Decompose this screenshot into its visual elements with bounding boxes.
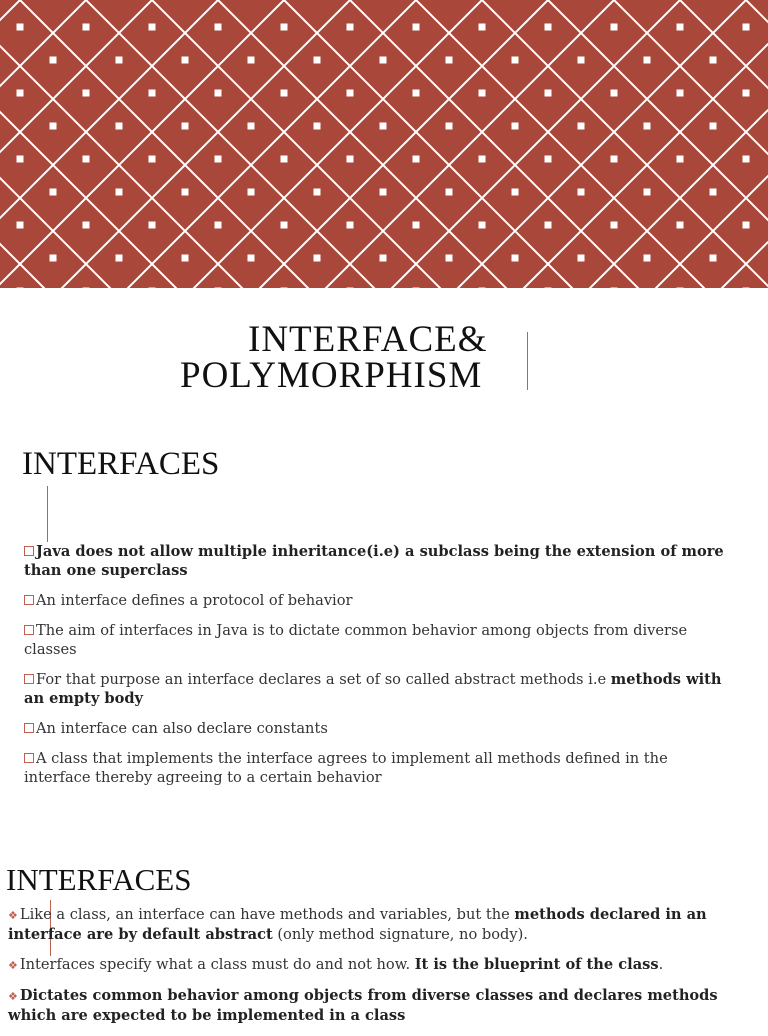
pattern-dot xyxy=(545,24,552,31)
pattern-dot xyxy=(578,189,585,196)
pattern-dot xyxy=(380,189,387,196)
pattern-dot xyxy=(347,90,354,97)
bullet-item xyxy=(0,905,768,944)
pattern-line xyxy=(512,0,768,288)
slide-title xyxy=(0,318,768,408)
pattern-dot xyxy=(116,189,123,196)
pattern-dot xyxy=(512,255,519,262)
bullet-text: . xyxy=(658,956,664,973)
pattern-dot xyxy=(248,123,255,130)
bullet-item xyxy=(0,670,768,708)
pattern-dot xyxy=(677,222,684,229)
pattern-dot xyxy=(347,24,354,31)
bullet-text: For that purpose an interface declares a set of so called abstract methods i.e xyxy=(36,671,611,688)
title-line-1: INTERFACE& xyxy=(248,319,488,360)
square-outline-bullet-icon xyxy=(24,753,34,763)
pattern-dot xyxy=(50,189,57,196)
pattern-line xyxy=(0,0,122,288)
pattern-dot xyxy=(182,189,189,196)
pattern-dot xyxy=(281,24,288,31)
bullet-text: Like a class, an interface can have methods and variables, but the xyxy=(19,906,515,923)
pattern-dot xyxy=(215,24,222,31)
pattern-dot xyxy=(83,24,90,31)
pattern-dot xyxy=(644,255,651,262)
pattern-dot xyxy=(611,90,618,97)
pattern-dot xyxy=(413,156,420,163)
pattern-dot xyxy=(50,255,57,262)
pattern-dot xyxy=(281,156,288,163)
pattern-dot xyxy=(380,123,387,130)
pattern-dot xyxy=(710,255,717,262)
pattern-line xyxy=(0,0,188,288)
decorative-pattern-banner xyxy=(0,0,768,288)
pattern-dot xyxy=(479,90,486,97)
pattern-dot xyxy=(545,156,552,163)
pattern-dot xyxy=(17,24,24,31)
pattern-dot xyxy=(314,255,321,262)
pattern-line xyxy=(644,0,768,288)
pattern-line xyxy=(644,0,768,288)
pattern-dot xyxy=(545,222,552,229)
pattern-dot xyxy=(182,57,189,64)
square-outline-bullet-icon xyxy=(24,723,34,733)
pattern-dot xyxy=(743,90,750,97)
bullet-text: (only method signature, no body). xyxy=(272,926,528,943)
pattern-dot xyxy=(710,189,717,196)
pattern-dot xyxy=(149,156,156,163)
section1-heading: INTERFACES xyxy=(22,446,220,482)
pattern-dot xyxy=(413,90,420,97)
pattern-dot xyxy=(83,90,90,97)
pattern-dot xyxy=(446,255,453,262)
bullet-text: methods declared in an interface are by default abstract xyxy=(8,906,707,943)
pattern-dot xyxy=(479,156,486,163)
pattern-line xyxy=(578,0,768,288)
pattern-dot xyxy=(281,288,288,289)
bullet-item xyxy=(0,591,768,610)
pattern-dot xyxy=(149,24,156,31)
pattern-dot xyxy=(149,288,156,289)
square-outline-bullet-icon xyxy=(24,674,34,684)
pattern-dot xyxy=(83,222,90,229)
pattern-line xyxy=(0,0,584,288)
pattern-dot xyxy=(743,222,750,229)
pattern-dot xyxy=(50,57,57,64)
pattern-dot xyxy=(611,24,618,31)
pattern-dot xyxy=(611,288,618,289)
square-outline-bullet-icon xyxy=(24,595,34,605)
pattern-dot xyxy=(116,57,123,64)
square-outline-bullet-icon xyxy=(24,546,34,556)
pattern-line xyxy=(182,0,768,288)
section1-accent-rule xyxy=(47,486,48,542)
bullet-text: A class that implements the interface agrees to implement all methods defined in the interface thereby agreeing to a certain behavior xyxy=(24,750,668,786)
pattern-dot xyxy=(314,189,321,196)
pattern-dot xyxy=(149,90,156,97)
pattern-dot xyxy=(215,90,222,97)
pattern-dot xyxy=(17,222,24,229)
pattern-dot xyxy=(710,123,717,130)
pattern-dot xyxy=(215,156,222,163)
bullet-text: An interface can also declare constants xyxy=(36,720,328,737)
pattern-dot xyxy=(446,57,453,64)
pattern-dot xyxy=(17,288,24,289)
bullet-text: methods with an empty body xyxy=(24,671,722,707)
pattern-dot xyxy=(380,57,387,64)
pattern-dot xyxy=(314,57,321,64)
pattern-line xyxy=(0,0,518,288)
pattern-dot xyxy=(281,222,288,229)
diamond-bullet-icon: ❖ xyxy=(8,959,18,972)
bullet-item xyxy=(0,986,768,1025)
pattern-dot xyxy=(677,156,684,163)
pattern-line xyxy=(0,0,122,288)
pattern-dot xyxy=(710,57,717,64)
pattern-dot xyxy=(512,123,519,130)
pattern-dot xyxy=(677,90,684,97)
bullet-text: Dictates common behavior among objects from diverse classes and declares methods which are expected to be implemented in a class xyxy=(8,987,718,1024)
pattern-dot xyxy=(182,123,189,130)
pattern-dot xyxy=(281,90,288,97)
diamond-bullet-icon: ❖ xyxy=(8,990,18,1003)
pattern-dot xyxy=(446,189,453,196)
pattern-dot xyxy=(116,255,123,262)
pattern-line xyxy=(0,0,584,288)
bullet-item xyxy=(0,621,768,659)
section1-bullet-list xyxy=(0,542,768,798)
section2-bullet-list xyxy=(0,905,768,1036)
pattern-dot xyxy=(743,24,750,31)
pattern-dot xyxy=(248,189,255,196)
pattern-dot xyxy=(611,222,618,229)
title-accent-rule xyxy=(527,332,528,390)
section2-heading: INTERFACES xyxy=(6,862,192,897)
pattern-dot xyxy=(50,123,57,130)
pattern-dot xyxy=(512,189,519,196)
pattern-dot xyxy=(314,123,321,130)
pattern-dot xyxy=(17,156,24,163)
pattern-dot xyxy=(578,123,585,130)
pattern-dot xyxy=(413,288,420,289)
pattern-dot xyxy=(17,90,24,97)
diamond-bullet-icon: ❖ xyxy=(8,909,18,922)
pattern-dot xyxy=(215,288,222,289)
pattern-dot xyxy=(248,255,255,262)
bullet-item xyxy=(0,719,768,738)
pattern-line xyxy=(0,0,518,288)
pattern-dot xyxy=(677,288,684,289)
pattern-dot xyxy=(347,222,354,229)
pattern-dot xyxy=(743,288,750,289)
pattern-dot xyxy=(545,288,552,289)
bullet-text: An interface defines a protocol of behavior xyxy=(36,592,353,609)
square-outline-bullet-icon xyxy=(24,625,34,635)
bullet-text: Java does not allow multiple inheritance(i.e) a subclass being the extension of more than one superclass xyxy=(24,543,724,579)
bullet-item xyxy=(0,542,768,580)
bullet-item xyxy=(0,955,768,975)
pattern-dot xyxy=(479,288,486,289)
pattern-dot xyxy=(83,288,90,289)
bullet-item xyxy=(0,749,768,787)
pattern-dot xyxy=(347,156,354,163)
bullet-text: The aim of interfaces in Java is to dictate common behavior among objects from diverse classes xyxy=(24,622,688,658)
pattern-dot xyxy=(578,57,585,64)
pattern-dot xyxy=(248,57,255,64)
pattern-dot xyxy=(743,156,750,163)
pattern-dot xyxy=(149,222,156,229)
pattern-dot xyxy=(413,222,420,229)
pattern-line xyxy=(578,0,768,288)
pattern-dot xyxy=(116,123,123,130)
pattern-dot xyxy=(644,57,651,64)
pattern-dot xyxy=(380,255,387,262)
pattern-dot xyxy=(215,222,222,229)
title-line-2: POLYMORPHISM xyxy=(180,355,483,396)
bullet-text: It is the blueprint of the class xyxy=(414,956,659,973)
pattern-dot xyxy=(512,57,519,64)
pattern-dot xyxy=(545,90,552,97)
pattern-dot xyxy=(578,255,585,262)
pattern-dot xyxy=(182,255,189,262)
pattern-line xyxy=(182,0,768,288)
bullet-text: Interfaces specify what a class must do and not how. xyxy=(19,956,415,973)
pattern-dot xyxy=(644,189,651,196)
pattern-dot xyxy=(479,24,486,31)
pattern-dot xyxy=(479,222,486,229)
pattern-line xyxy=(512,0,768,288)
lattice-pattern xyxy=(0,0,768,288)
pattern-dot xyxy=(446,123,453,130)
pattern-dot xyxy=(83,156,90,163)
pattern-dot xyxy=(677,24,684,31)
pattern-dot xyxy=(413,24,420,31)
pattern-dot xyxy=(644,123,651,130)
pattern-dot xyxy=(347,288,354,289)
pattern-dot xyxy=(611,156,618,163)
pattern-line xyxy=(0,0,188,288)
